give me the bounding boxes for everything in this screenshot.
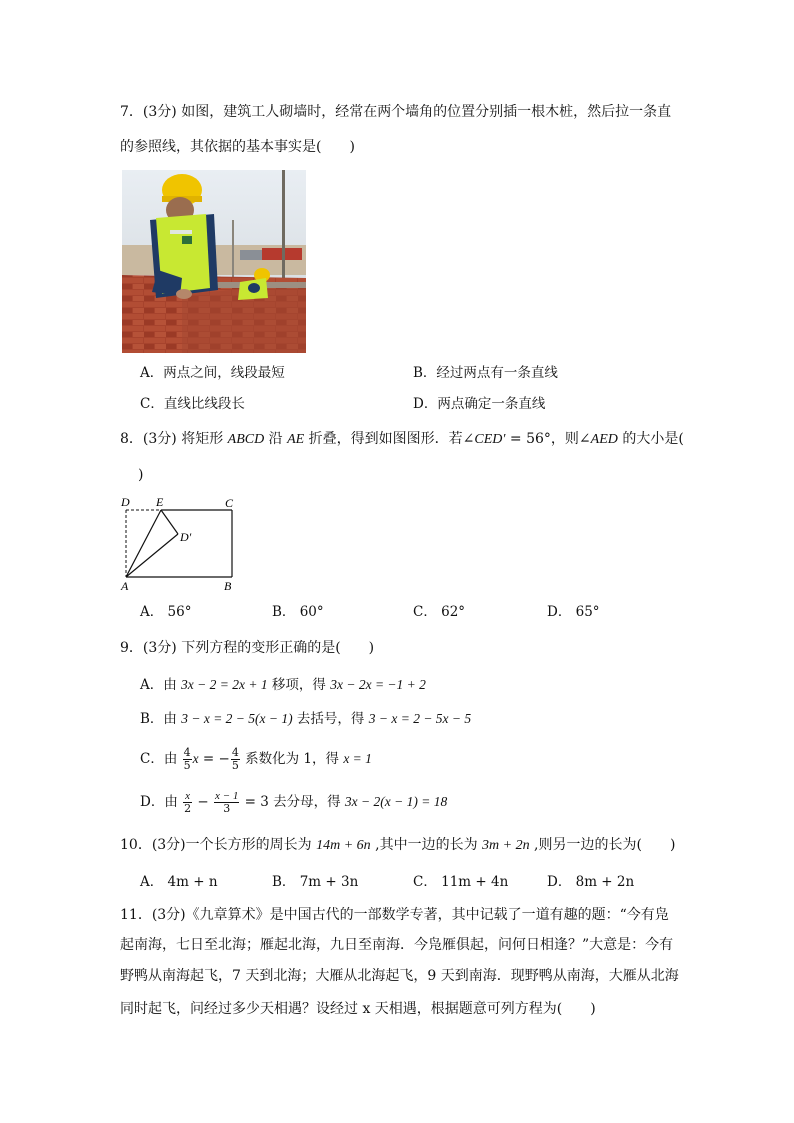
q8-option-d[interactable]: D． 65° [547, 604, 600, 620]
q10-stem: 10．(3分)一个长方形的周长为 14m + 6n ,其中一边的长为 3m + 2n ,则另一边的长为( ) [120, 837, 676, 853]
bricklaying-photo [122, 170, 306, 353]
q7-stem-line2: 的参照线，其依据的基本事实是( ) [120, 139, 355, 155]
q8-option-b[interactable]: B． 60° [272, 604, 324, 620]
q8-option-c[interactable]: C． 62° [413, 604, 466, 620]
q8-option-a[interactable]: A． 56° [140, 604, 192, 620]
q11-stem-line2: 起南海，七日至北海；雁起北海，九日至南海．今凫雁俱起，问何日相逢？”大意是：今有 [120, 937, 674, 953]
fraction: $\frac{4}{5}$ [231, 746, 239, 772]
figure-label-d: D [121, 495, 130, 509]
fraction: $\frac{x - 1}{3}$ [215, 790, 239, 815]
q9-option-a[interactable]: A．由 3x − 2 = 2x + 1 移项，得 3x − 2x = −1 + 2 [140, 677, 426, 693]
q10-option-a[interactable]: A． 4m + n [140, 874, 218, 890]
q9-stem: 9．(3分) 下列方程的变形正确的是( ) [120, 640, 375, 656]
q9-option-c[interactable]: C．由 $\frac{4}{5}$ x = − $\frac{4}{5}$ 系数化为 1，得 x = 1 [140, 746, 372, 772]
figure-label-d-prime: D′ [180, 530, 192, 544]
q7-option-c[interactable]: C．直线比线段长 [140, 396, 245, 412]
q11-stem-line1: 11．(3分)《九章算术》是中国古代的一部数学专著，其中记载了一道有趣的题：“今有凫 [120, 907, 669, 923]
q8-stem-line1: 8．(3分) 将矩形 ABCD 沿 AE 折叠，得到如图图形．若∠CED′ = 56°，则∠AED 的大小是( [120, 431, 684, 447]
q11-stem-line4: 同时起飞，问经过多少天相遇？设经过 x 天相遇，根据题意可列方程为( ) [120, 1001, 596, 1017]
q10-option-d[interactable]: D． 8m + 2n [547, 874, 635, 890]
q10-option-b[interactable]: B． 7m + 3n [272, 874, 359, 890]
q8-fold-figure [118, 494, 248, 594]
q7-option-d[interactable]: D．两点确定一条直线 [413, 396, 546, 412]
q10-option-c[interactable]: C． 11m + 4n [413, 874, 509, 890]
figure-label-b: B [224, 579, 232, 593]
fraction: $\frac{x}{2}$ [184, 790, 192, 815]
figure-label-a: A [121, 579, 129, 593]
q9-option-b[interactable]: B．由 3 − x = 2 − 5(x − 1) 去括号，得 3 − x = 2 − 5x − 5 [140, 711, 472, 727]
q9-option-d[interactable]: D．由 $\frac{x}{2}$ − $\frac{x - 1}{3}$ = 3 去分母，得 3x − 2(x − 1) = 18 [140, 790, 448, 815]
figure-label-e: E [156, 495, 164, 509]
q7-stem-line1: 7．(3分) 如图，建筑工人砌墙时，经常在两个墙角的位置分别插一根木桩，然后拉一条直 [120, 104, 672, 120]
figure-label-c: C [225, 496, 234, 510]
q8-stem-line2: ) [138, 467, 144, 483]
fraction: $\frac{4}{5}$ [183, 746, 191, 772]
q7-option-b[interactable]: B．经过两点有一条直线 [413, 365, 558, 381]
q11-stem-line3: 野鸭从南海起飞，7 天到北海；大雁从北海起飞，9 天到南海．现野鸭从南海，大雁从北海 [120, 968, 679, 984]
q7-option-a[interactable]: A．两点之间，线段最短 [140, 365, 285, 381]
